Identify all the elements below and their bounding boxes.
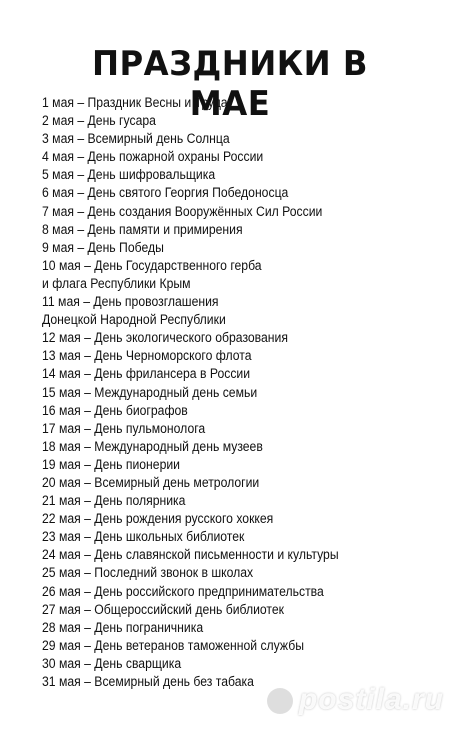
list-item: Донецкой Народной Республики [42,312,226,329]
list-item: 13 мая – День Черноморского флота [42,348,252,365]
list-item: 8 мая – День памяти и примирения [42,221,243,238]
list-item: 18 мая – Международный день музеев [42,438,263,455]
list-item: 21 мая – День полярника [42,493,186,510]
list-item: 28 мая – День пограничника [42,619,204,636]
list-item: 5 мая – День шифровальщика [42,167,216,184]
list-item: 2 мая – День гусара [42,113,156,130]
list-item: 11 мая – День провозглашения [42,294,219,311]
list-item: 22 мая – День рождения русского хоккея [42,511,274,528]
list-item: 12 мая – День экологического образования [42,330,288,347]
list-item: 26 мая – День российского предпринимательства [42,583,324,600]
list-item: 6 мая – День святого Георгия Победоносца [42,185,289,202]
watermark-logo [267,683,444,717]
list-item: 20 мая – Всемирный день метрологии [42,474,260,491]
list-item: 19 мая – День пионерии [42,456,181,473]
list-item: 17 мая – День пульмонолога [42,420,206,437]
list-item: 27 мая – Общероссийский день библиотек [42,601,285,618]
list-item: 24 мая – День славянской письменности и культуры [42,547,339,564]
list-item: 30 мая – День сварщика [42,655,182,672]
list-item: 25 мая – Последний звонок в школах [42,565,254,582]
list-item: 14 мая – День фрилансера в России [42,366,251,383]
holiday-list [42,94,442,691]
list-item: 15 мая – Международный день семьи [42,384,258,401]
list-item: 4 мая – День пожарной охраны России [42,149,264,166]
list-item: 3 мая – Всемирный день Солнца [42,131,230,148]
list-item: 9 мая – День Победы [42,239,164,256]
watermark-text: postila.ru [298,683,444,716]
page-title: ПРАЗДНИКИ В МАЕ [91,44,369,124]
list-item: и флага Республики Крым [42,275,191,292]
list-item: 16 мая – День биографов [42,402,188,419]
list-item: 10 мая – День Государственного герба [42,257,262,274]
list-item: 31 мая – Всемирный день без табака [42,674,254,690]
list-item: 29 мая – День ветеранов таможенной службы [42,637,304,654]
list-item: 7 мая – День создания Вооружённых Сил России [42,203,323,220]
pin-icon [267,688,293,714]
list-item: 23 мая – День школьных библиотек [42,529,245,546]
list-item: 1 мая – Праздник Весны и Труда [42,95,228,111]
